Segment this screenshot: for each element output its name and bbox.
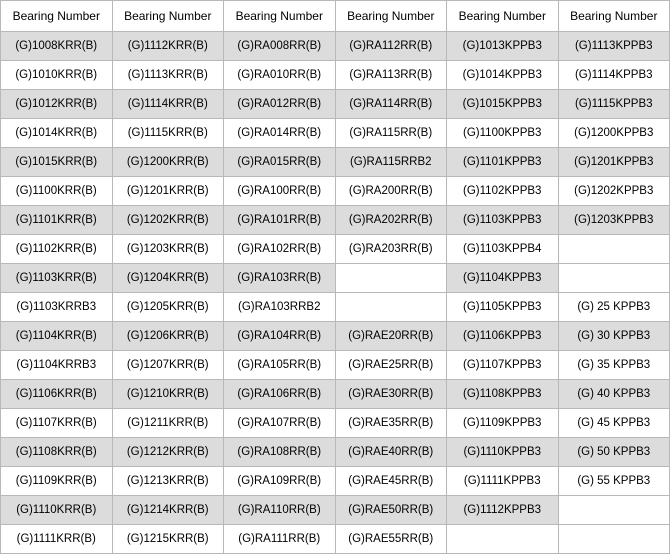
table-cell: (G)RA108RR(B) [224,438,336,467]
table-cell [447,525,559,554]
table-cell: (G)1106KRR(B) [1,380,113,409]
table-row [1,61,670,90]
table-cell: (G)RA008RR(B) [224,32,336,61]
table-cell: (G)RAE40RR(B) [335,438,447,467]
table-row [1,32,670,61]
table-cell: (G) 30 KPPB3 [558,322,670,351]
table-cell: (G)1215KRR(B) [112,525,224,554]
table-row [1,525,670,554]
table-cell [558,235,670,264]
table-cell: (G)RA109RR(B) [224,467,336,496]
table-cell: (G)1202KPPB3 [558,177,670,206]
table-row [1,351,670,380]
table-cell: (G)1107KPPB3 [447,351,559,380]
table-row [1,206,670,235]
column-header-1: Bearing Number [1,1,113,32]
table-cell: (G) 45 KPPB3 [558,409,670,438]
table-cell: (G)1210KRR(B) [112,380,224,409]
table-cell: (G)1200KRR(B) [112,148,224,177]
table-row [1,119,670,148]
table-cell: (G)1105KPPB3 [447,293,559,322]
table-cell: (G)1103KRRB3 [1,293,113,322]
table-header [1,1,670,32]
table-row [1,409,670,438]
table-cell [558,264,670,293]
table-cell: (G)1015KPPB3 [447,90,559,119]
table-cell: (G)1104KPPB3 [447,264,559,293]
table-cell: (G)RA110RR(B) [224,496,336,525]
table-cell [558,496,670,525]
table-cell: (G)RA103RR(B) [224,264,336,293]
table-row [1,496,670,525]
table-cell: (G)RA015RR(B) [224,148,336,177]
table-cell: (G)RA104RR(B) [224,322,336,351]
table-cell: (G)RA100RR(B) [224,177,336,206]
table-cell: (G)1112KPPB3 [447,496,559,525]
table-cell: (G)1114KPPB3 [558,61,670,90]
table-cell: (G)1200KPPB3 [558,119,670,148]
table-cell: (G)RA107RR(B) [224,409,336,438]
table-cell: (G)RAE50RR(B) [335,496,447,525]
table-row [1,293,670,322]
table-cell: (G)1104KRR(B) [1,322,113,351]
table-cell: (G)1213KRR(B) [112,467,224,496]
table-row [1,322,670,351]
table-cell: (G) 50 KPPB3 [558,438,670,467]
table-cell: (G)1014KRR(B) [1,119,113,148]
table-cell: (G)RA014RR(B) [224,119,336,148]
table-cell: (G)RA010RR(B) [224,61,336,90]
table-cell: (G)1211KRR(B) [112,409,224,438]
table-row [1,264,670,293]
table-cell: (G)1103KPPB4 [447,235,559,264]
table-row [1,90,670,119]
table-cell: (G)1111KPPB3 [447,467,559,496]
table-cell [335,293,447,322]
table-cell: (G)RA200RR(B) [335,177,447,206]
table-cell: (G)1109KPPB3 [447,409,559,438]
table-cell: (G)1110KRR(B) [1,496,113,525]
table-cell: (G)RAE30RR(B) [335,380,447,409]
table-row [1,438,670,467]
table-cell: (G)RA111RR(B) [224,525,336,554]
table-row [1,235,670,264]
table-cell: (G)1114KRR(B) [112,90,224,119]
table-cell: (G)RAE35RR(B) [335,409,447,438]
table-cell: (G)1207KRR(B) [112,351,224,380]
table-cell: (G)RAE45RR(B) [335,467,447,496]
table-cell: (G)1103KRR(B) [1,264,113,293]
table-row [1,148,670,177]
table-cell: (G)1113KRR(B) [112,61,224,90]
table-cell: (G)1212KRR(B) [112,438,224,467]
column-header-2: Bearing Number [112,1,224,32]
table-cell: (G) 40 KPPB3 [558,380,670,409]
table-cell: (G)RA203RR(B) [335,235,447,264]
table-cell: (G)RAE25RR(B) [335,351,447,380]
column-header-5: Bearing Number [447,1,559,32]
table-cell: (G)RA115RRB2 [335,148,447,177]
table-header-row [1,1,670,32]
table-cell: (G)1101KRR(B) [1,206,113,235]
table-cell: (G)1015KRR(B) [1,148,113,177]
table-cell: (G)RA102RR(B) [224,235,336,264]
table-cell: (G)1100KPPB3 [447,119,559,148]
table-cell: (G)1205KRR(B) [112,293,224,322]
table-cell: (G)1102KPPB3 [447,177,559,206]
table-cell: (G)1100KRR(B) [1,177,113,206]
table-cell: (G) 55 KPPB3 [558,467,670,496]
table-cell: (G)1202KRR(B) [112,206,224,235]
table-cell: (G)1113KPPB3 [558,32,670,61]
table-cell: (G)RA115RR(B) [335,119,447,148]
table-cell: (G)RA106RR(B) [224,380,336,409]
table-cell: (G)1108KPPB3 [447,380,559,409]
table-cell: (G)1107KRR(B) [1,409,113,438]
column-header-3: Bearing Number [224,1,336,32]
table-cell: (G)RA202RR(B) [335,206,447,235]
table-cell: (G)1102KRR(B) [1,235,113,264]
table-cell [558,525,670,554]
table-cell: (G)RA113RR(B) [335,61,447,90]
table-cell: (G)1115KRR(B) [112,119,224,148]
table-cell: (G)RA105RR(B) [224,351,336,380]
table-cell: (G)1115KPPB3 [558,90,670,119]
table-cell: (G)1104KRRB3 [1,351,113,380]
table-cell: (G)1204KRR(B) [112,264,224,293]
table-row [1,380,670,409]
table-cell: (G)RA101RR(B) [224,206,336,235]
table-cell: (G)1201KPPB3 [558,148,670,177]
column-header-4: Bearing Number [335,1,447,32]
table-cell: (G)1201KRR(B) [112,177,224,206]
table-cell: (G)1108KRR(B) [1,438,113,467]
table-cell: (G)RA114RR(B) [335,90,447,119]
table-cell: (G)RA112RR(B) [335,32,447,61]
table-cell: (G)1111KRR(B) [1,525,113,554]
table-cell [335,264,447,293]
table-row [1,467,670,496]
table-cell: (G)RAE55RR(B) [335,525,447,554]
table-cell: (G)1206KRR(B) [112,322,224,351]
table-cell: (G)1214KRR(B) [112,496,224,525]
table-cell: (G)1010KRR(B) [1,61,113,90]
table-cell: (G)1112KRR(B) [112,32,224,61]
table-cell: (G)1012KRR(B) [1,90,113,119]
table-cell: (G)1008KRR(B) [1,32,113,61]
table-cell: (G)RA103RRB2 [224,293,336,322]
table-cell: (G)1101KPPB3 [447,148,559,177]
table-cell: (G)1106KPPB3 [447,322,559,351]
table-body [1,32,670,554]
table-cell: (G) 35 KPPB3 [558,351,670,380]
table-cell: (G)1103KPPB3 [447,206,559,235]
table-cell: (G)RA012RR(B) [224,90,336,119]
table-cell: (G)1109KRR(B) [1,467,113,496]
column-header-6: Bearing Number [558,1,670,32]
table-cell: (G)RAE20RR(B) [335,322,447,351]
table-cell: (G)1014KPPB3 [447,61,559,90]
table-cell: (G)1203KPPB3 [558,206,670,235]
table-cell: (G)1013KPPB3 [447,32,559,61]
table-cell: (G)1110KPPB3 [447,438,559,467]
table-cell: (G)1203KRR(B) [112,235,224,264]
table-row [1,177,670,206]
table-cell: (G) 25 KPPB3 [558,293,670,322]
